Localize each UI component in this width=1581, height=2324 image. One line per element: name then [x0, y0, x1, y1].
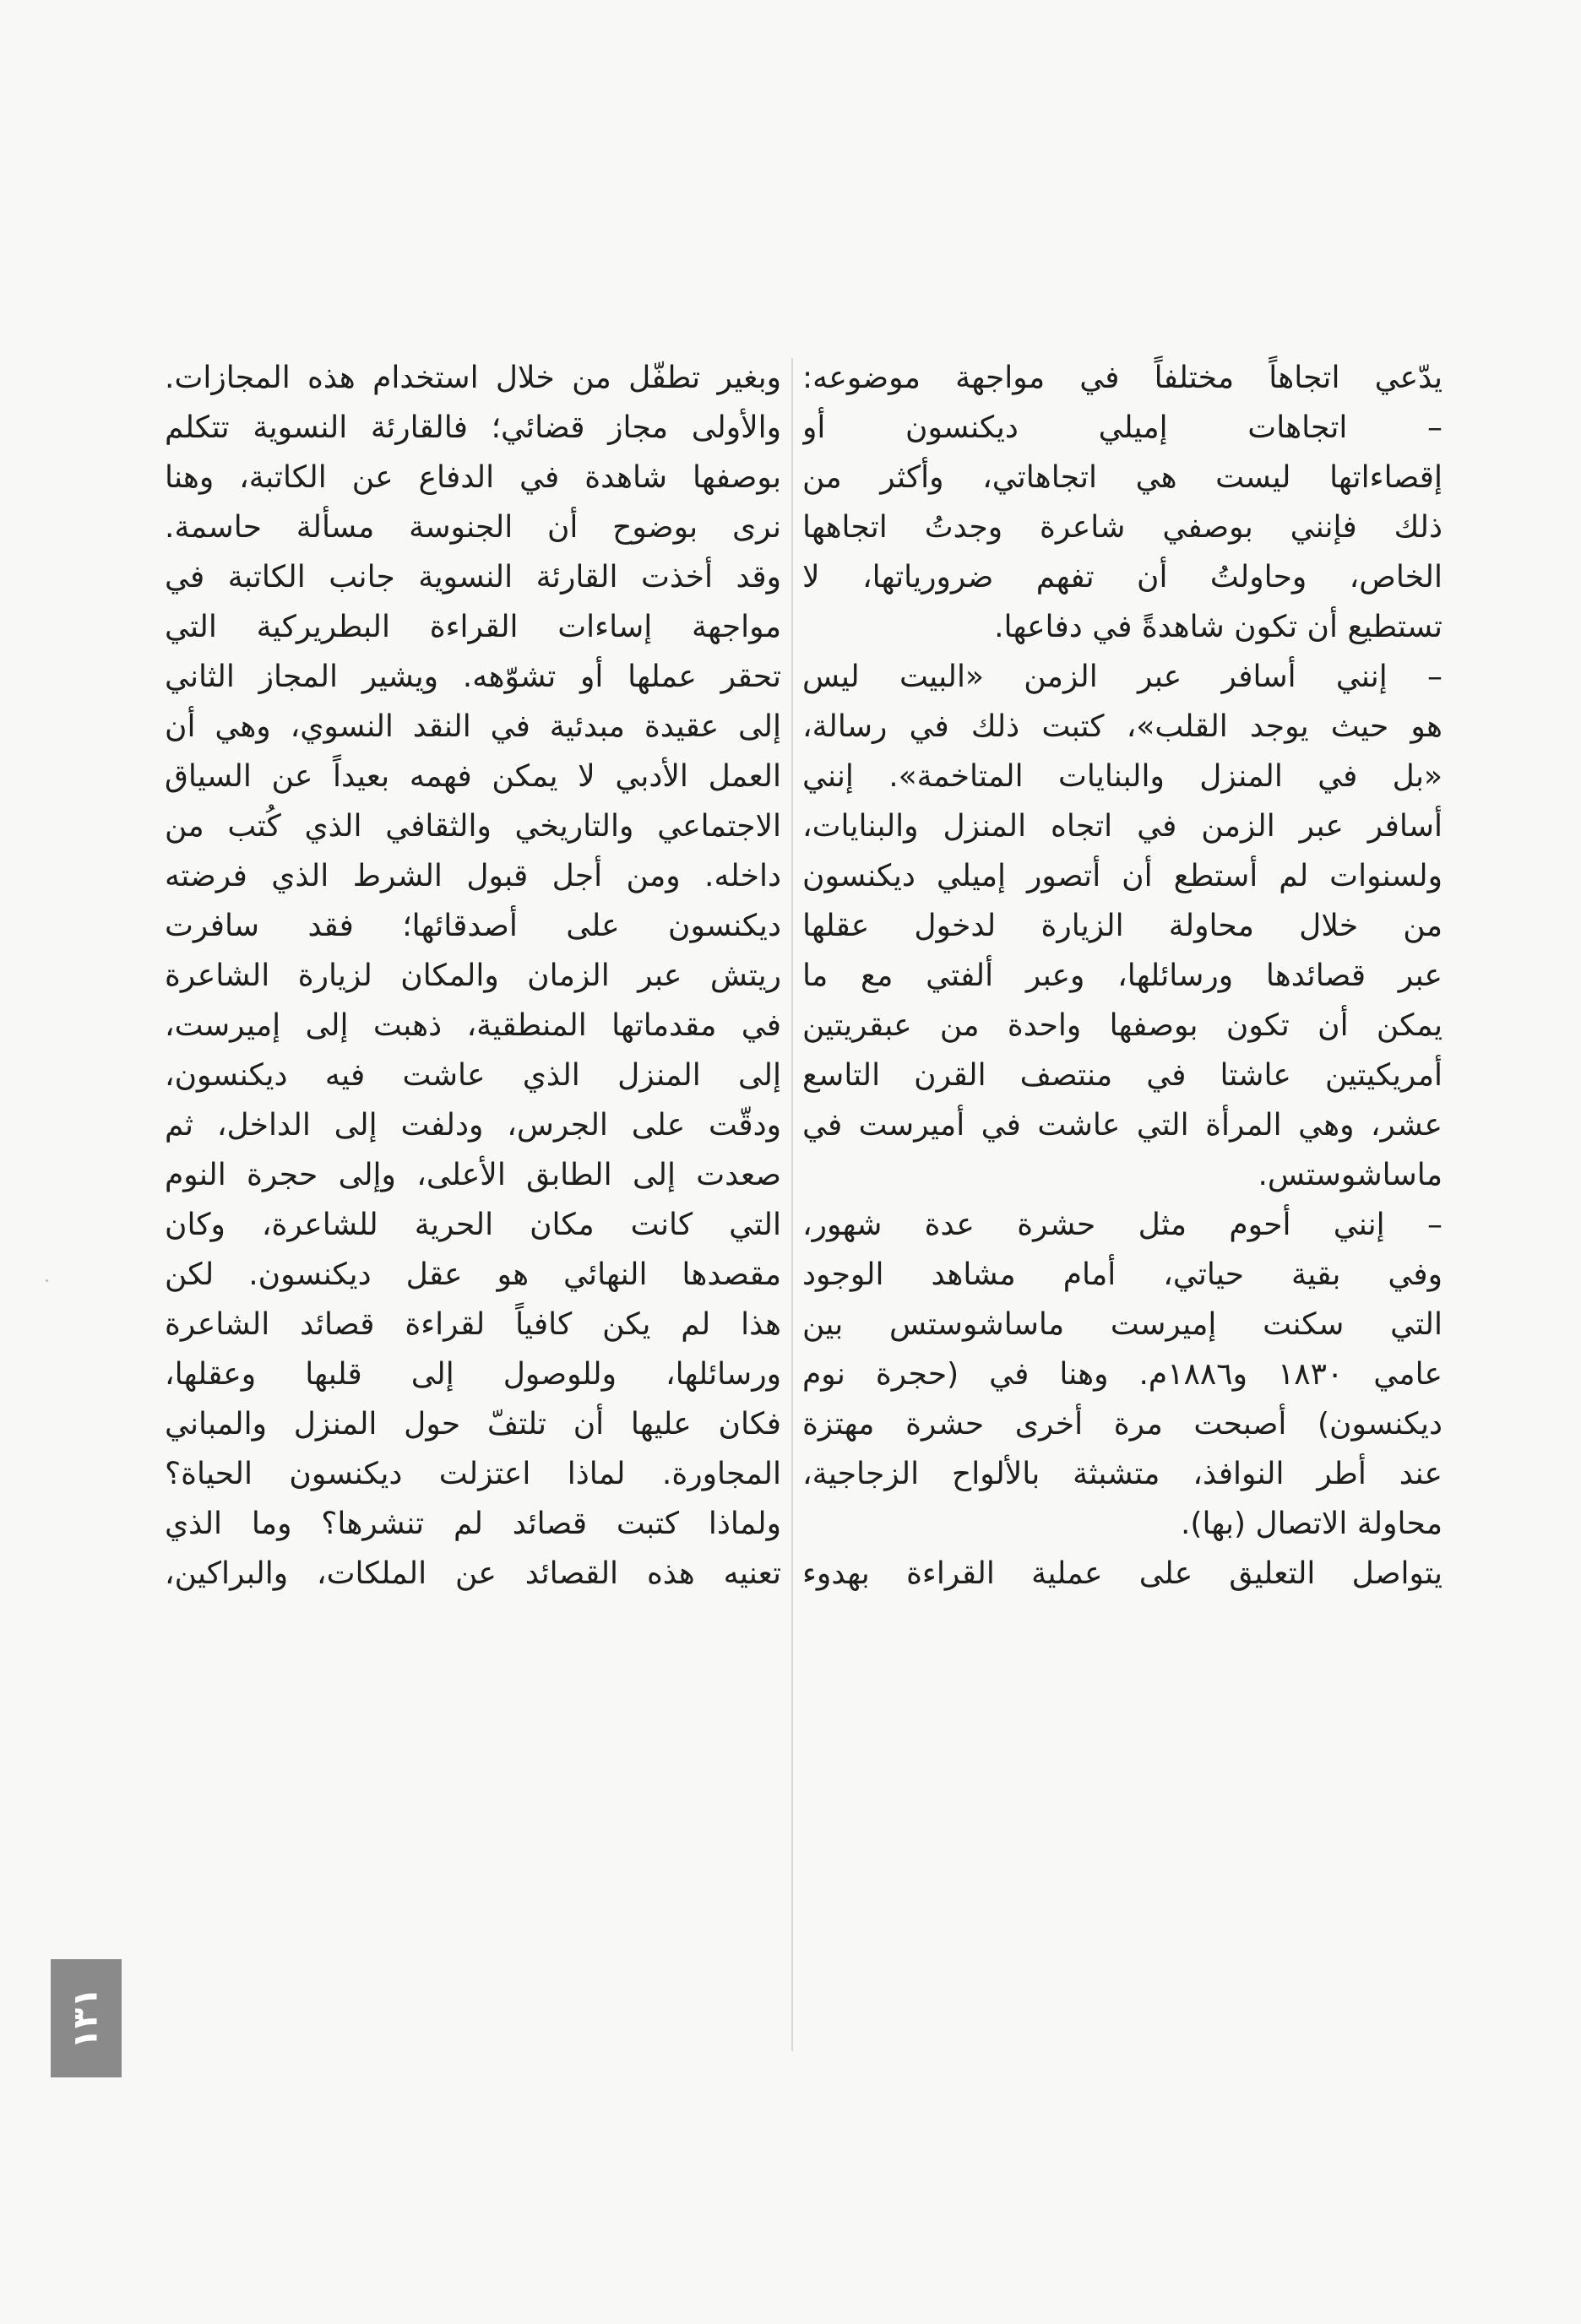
- text-line: من خلال محاولة الزيارة لدخول عقلها: [802, 909, 1442, 943]
- text-line: مواجهة إساءات القراءة البطريركية التي: [165, 610, 781, 644]
- text-line: يمكن أن تكون بوصفها واحدة من عبقريتين: [802, 1008, 1442, 1043]
- text-line: في مقدماتها المنطقية، ذهبت إلى إميرست،: [165, 1008, 781, 1043]
- text-line: الاجتماعي والتاريخي والثقافي الذي كُتب من: [165, 809, 781, 844]
- text-line: – اتجاهات إميلي ديكنسون أو: [802, 410, 1442, 445]
- text-line: يتواصل التعليق على عملية القراءة بهدوء: [802, 1556, 1442, 1591]
- text-line: المجاورة. لماذا اعتزلت ديكنسون الحياة؟: [165, 1457, 781, 1491]
- text-line: عامي ١٨٣٠ و١٨٨٦م. وهنا في (حجرة نوم: [802, 1357, 1442, 1392]
- left-text-column: [165, 353, 781, 1599]
- text-line: – إنني أحوم مثل حشرة عدة شهور،: [802, 1208, 1442, 1242]
- text-line: عبر قصائدها ورسائلها، وعبر ألفتي مع ما: [802, 958, 1442, 993]
- text-line: التي كانت مكان الحرية للشاعرة، وكان: [165, 1208, 781, 1242]
- text-line: إلى المنزل الذي عاشت فيه ديكنسون،: [165, 1058, 781, 1093]
- text-line: ريتش عبر الزمان والمكان لزيارة الشاعرة: [165, 958, 781, 993]
- text-line: ورسائلها، وللوصول إلى قلبها وعقلها،: [165, 1357, 781, 1392]
- text-line: ولسنوات لم أستطع أن أتصور إميلي ديكنسون: [802, 859, 1442, 893]
- text-line: العمل الأدبي لا يمكن فهمه بعيداً عن السياق: [165, 759, 781, 794]
- text-line: إلى عقيدة مبدئية في النقد النسوي، وهي أن: [165, 709, 781, 744]
- page-number: [51, 1959, 122, 2077]
- page-number-text: ١٣١: [67, 1987, 106, 2050]
- text-line: وفي بقية حياتي، أمام مشاهد الوجود: [802, 1257, 1442, 1292]
- text-line: ماساشوستس.: [1258, 1158, 1442, 1192]
- text-line: هو حيث يوجد القلب»، كتبت ذلك في رسالة،: [802, 709, 1442, 744]
- text-line: تعنيه هذه القصائد عن الملكات، والبراكين،: [165, 1556, 781, 1591]
- paper-speck: [46, 1279, 48, 1282]
- text-line: يدّعي اتجاهاً مختلفاً في مواجهة موضوعه:: [802, 361, 1442, 395]
- text-line: ودقّت على الجرس، ودلفت إلى الداخل، ثم: [165, 1108, 781, 1143]
- text-line: ذلك فإنني بوصفي شاعرة وجدتُ اتجاهها: [802, 510, 1442, 545]
- text-line: – إنني أسافر عبر الزمن «البيت ليس: [802, 660, 1442, 694]
- text-line: هذا لم يكن كافياً لقراءة قصائد الشاعرة: [165, 1307, 781, 1342]
- text-line: محاولة الاتصال (بها).: [1180, 1507, 1442, 1541]
- text-line: عشر، وهي المرأة التي عاشت في أميرست في: [802, 1108, 1442, 1143]
- text-line: نرى بوضوح أن الجنوسة مسألة حاسمة.: [165, 510, 781, 545]
- text-line: ولماذا كتبت قصائد لم تنشرها؟ وما الذي: [165, 1507, 781, 1541]
- text-line: ديكنسون على أصدقائها؛ فقد سافرت: [165, 909, 781, 943]
- text-line: تحقر عملها أو تشوّهه. ويشير المجاز الثاني: [165, 660, 781, 694]
- text-line: إقصاءاتها ليست هي اتجاهاتي، وأكثر من: [802, 460, 1442, 495]
- text-line: وقد أخذت القارئة النسوية جانب الكاتبة في: [165, 560, 781, 595]
- text-line: التي سكنت إميرست ماساشوستس بين: [802, 1307, 1442, 1342]
- text-line: مقصدها النهائي هو عقل ديكنسون. لكن: [165, 1257, 781, 1292]
- text-line: بوصفها شاهدة في الدفاع عن الكاتبة، وهنا: [165, 460, 781, 495]
- text-line: الخاص، وحاولتُ أن تفهم ضرورياتها، لا: [802, 560, 1442, 595]
- text-line: فكان عليها أن تلتفّ حول المنزل والمباني: [165, 1407, 781, 1442]
- text-line: صعدت إلى الطابق الأعلى، وإلى حجرة النوم: [165, 1158, 781, 1192]
- page-number-tab: [51, 1959, 122, 2077]
- text-line: ديكنسون) أصبحت مرة أخرى حشرة مهتزة: [802, 1407, 1442, 1442]
- text-line: عند أطر النوافذ، متشبثة بالألواح الزجاجية،: [802, 1457, 1442, 1491]
- text-line: وبغير تطفّل من خلال استخدام هذه المجازات.: [165, 361, 781, 395]
- column-divider: [791, 358, 793, 2051]
- text-line: «بل في المنزل والبنايات المتاخمة». إنني: [802, 759, 1442, 794]
- text-line: أمريكيتين عاشتا في منتصف القرن التاسع: [802, 1058, 1442, 1093]
- text-line: داخله. ومن أجل قبول الشرط الذي فرضته: [165, 859, 781, 893]
- text-line: والأولى مجاز قضائي؛ فالقارئة النسوية تتكلم: [165, 410, 781, 445]
- text-line: تستطيع أن تكون شاهدةً في دفاعها.: [994, 610, 1442, 644]
- right-text-column: [802, 353, 1442, 1599]
- text-line: أسافر عبر الزمن في اتجاه المنزل والبنايات،: [802, 809, 1442, 844]
